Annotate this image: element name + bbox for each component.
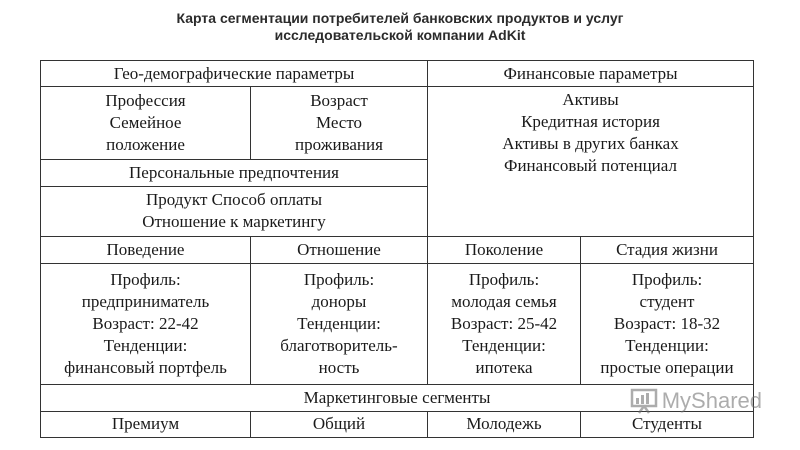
cell-line: Тенденции: (297, 313, 381, 333)
title-line-2: исследовательской компании AdKit (274, 27, 526, 43)
cell-line: Возраст: 22-42 (92, 313, 199, 333)
cell-line: Возраст (310, 91, 368, 111)
cell-line: Возраст: 25-42 (450, 313, 558, 333)
category-cell: Стадия жизни (581, 237, 754, 263)
cell-line: Активы в других банках (502, 134, 679, 154)
cell-line: Тенденции: (103, 335, 188, 355)
profile-cell (251, 263, 428, 385)
cell-line: ность (318, 357, 360, 377)
cell-line: Профиль: (303, 269, 375, 289)
geo-header-cell: Гео-демографические параметры (41, 61, 428, 87)
age-cell (251, 87, 428, 160)
table-row (41, 411, 754, 437)
cell-line: Семейное (109, 113, 182, 133)
table-row (41, 61, 754, 87)
personal-cell (41, 186, 428, 237)
cell-line: молодая семья (451, 291, 557, 311)
watermark-text: MyShared (661, 388, 762, 413)
segments-header-cell: Маркетинговые сегменты (41, 385, 754, 411)
cell-line: Профиль: (468, 269, 540, 289)
assets-cell (428, 87, 754, 237)
cell-line: Отношение к маркетингу (142, 212, 326, 232)
cell-line: финансовый портфель (64, 357, 227, 377)
cell-line: Место (315, 113, 363, 133)
category-cell: Поведение (41, 237, 251, 263)
cell-line: Возраст: 18-32 (613, 313, 721, 333)
table-row (41, 263, 754, 385)
cell-line: Финансовый потенциал (504, 156, 677, 176)
table-row (41, 87, 754, 160)
profile-cell (581, 263, 754, 385)
fin-header-cell: Финансовые параметры (428, 61, 754, 87)
cell-line: простые операции (600, 357, 734, 377)
cell-line: Профиль: (631, 269, 703, 289)
cell-line: предприниматель (81, 291, 210, 311)
cell-line: студент (639, 291, 695, 311)
cell-line: Тенденции: (625, 335, 709, 355)
table-row (41, 237, 754, 263)
cell-line: ипотека (475, 357, 533, 377)
cell-line: Тенденции: (462, 335, 546, 355)
cell-line: Профиль: (110, 269, 181, 289)
profile-cell (41, 263, 251, 385)
profession-cell (41, 87, 251, 160)
segmentation-table (40, 60, 754, 438)
segment-cell: Общий (251, 411, 428, 437)
table-row (41, 385, 754, 411)
personal-header-cell: Персональные предпочтения (41, 160, 428, 186)
cell-line: Профессия (105, 91, 186, 111)
cell-line: положение (106, 135, 185, 155)
title-line-1: Карта сегментации потребителей банковских продуктов и услуг (176, 10, 624, 26)
cell-line: Активы (562, 90, 619, 110)
category-cell: Отношение (251, 237, 428, 263)
segment-cell: Премиум (41, 411, 251, 437)
segment-cell: Молодежь (428, 411, 581, 437)
cell-line: благотворитель- (280, 335, 398, 355)
profile-cell (428, 263, 581, 385)
category-cell: Поколение (428, 237, 581, 263)
segment-cell: Студенты (581, 411, 754, 437)
cell-line: Кредитная история (521, 112, 660, 132)
page-title (0, 10, 800, 44)
cell-line: доноры (311, 291, 367, 311)
cell-line: Продукт Способ оплаты (146, 190, 322, 210)
cell-line: проживания (295, 135, 383, 155)
